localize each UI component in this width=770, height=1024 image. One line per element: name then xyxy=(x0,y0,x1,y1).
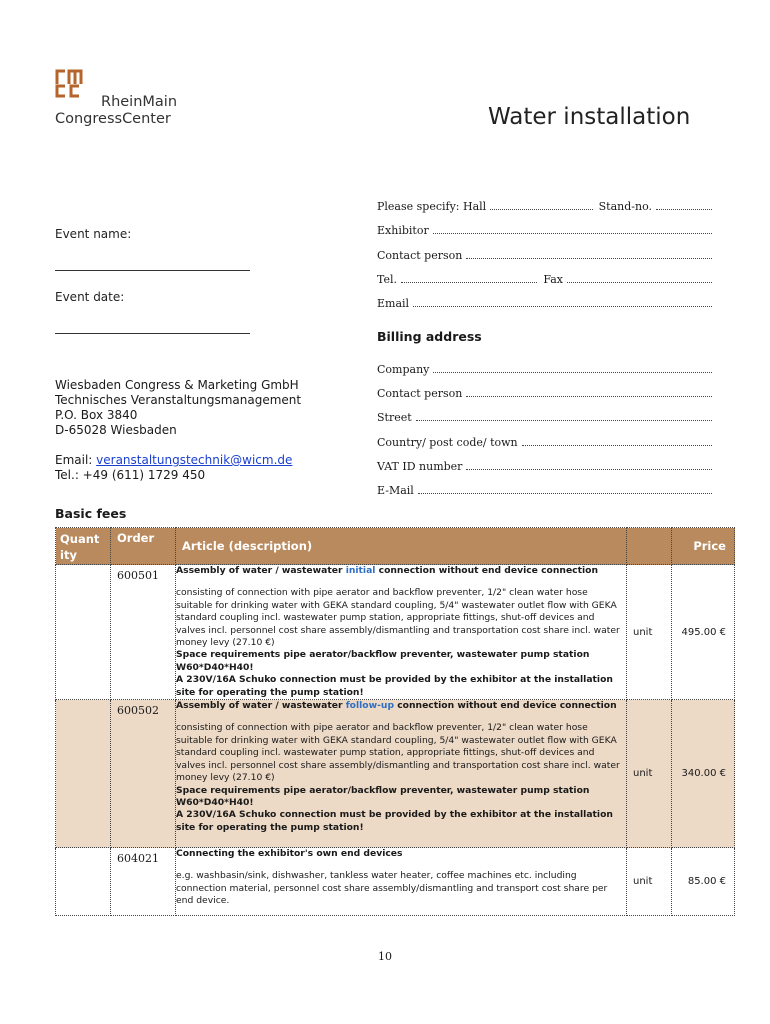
unit-cell: unit xyxy=(627,565,672,700)
exhibitor-field[interactable] xyxy=(433,233,712,234)
unit-cell: unit xyxy=(627,700,672,848)
email-link[interactable]: veranstaltungstechnik@wicm.de xyxy=(96,453,293,467)
vat-field[interactable] xyxy=(466,469,712,470)
billing-address-heading: Billing address xyxy=(377,329,482,344)
event-name-field[interactable] xyxy=(55,270,250,271)
stand-field[interactable] xyxy=(656,209,712,210)
article-header: Article (description) xyxy=(176,528,627,565)
fax-field[interactable] xyxy=(567,282,712,283)
address-line: D-65028 Wiesbaden xyxy=(55,423,177,437)
billing-contact-field[interactable] xyxy=(466,396,712,397)
article-description: Connecting the exhibitor's own end devices e.g. washbasin/sink, dishwasher, tankless water heater, coffee machines etc. including connection material, personnel cost share assembly/dismantling and transport cost share per end device. xyxy=(176,848,627,916)
contact-label: Contact person xyxy=(377,249,463,262)
page-title: Water installation xyxy=(488,104,691,130)
logo-line2: CongressCenter xyxy=(55,111,171,127)
company-label: Company xyxy=(377,363,430,376)
price-cell: 495.00 € xyxy=(672,565,735,700)
article-description: Assembly of water / wastewater follow-up connection without end device connection consisting of connection with pipe aerator and backflow preventer, 1/2" clean water hose suitable for drinking water with GEKA standard coupling, 5/4" wastewater outlet flow with GEKA standard coupling incl. wastewater pump station, appropriate fittings, shut-off devices and valves incl. personnel cost share assembly/dismantling and transportation cost share incl. water money levy (27.10 €) Space requirements pipe aerator/backflow preventer, wastewater pump station W60*D40*H40! A 230V/16A Schuko connection must be provided by the exhibitor at the installation site for operating the pump station! xyxy=(176,700,627,848)
quantity-header: Quant ity xyxy=(56,528,111,565)
fees-table xyxy=(55,527,735,916)
logo-line1: RheinMain xyxy=(101,94,178,110)
tel-label: Tel. xyxy=(377,273,398,286)
article-description: Assembly of water / wastewater initial connection without end device connection consisting of connection with pipe aerator and backflow preventer, 1/2" clean water hose suitable for drinking water with GEKA standard coupling, 5/4" wastewater outlet flow with GEKA standard coupling incl. wastewater pump station, appropriate fittings, shut-off devices and valves incl. personnel cost share assembly/dismantling and transportation cost share incl. water money levy (27.10 €) Space requirements pipe aerator/backflow preventer, wastewater pump station W60*D40*H40! A 230V/16A Schuko connection must be provided by the exhibitor at the installation site for operating the pump station! xyxy=(176,565,627,700)
country-label: Country/ post code/ town xyxy=(377,436,518,449)
billing-email-label: E-Mail xyxy=(377,484,414,497)
billing-contact-label: Contact person xyxy=(377,387,463,400)
billing-email-field[interactable] xyxy=(418,493,712,494)
country-field[interactable] xyxy=(522,445,712,446)
unit-header xyxy=(627,528,672,565)
page-number: 10 xyxy=(378,950,392,963)
order-number: 600502 xyxy=(111,700,176,848)
exhibitor-label: Exhibitor xyxy=(377,224,429,237)
order-number: 600501 xyxy=(111,565,176,700)
fax-label: Fax xyxy=(543,273,563,286)
event-date-label: Event date: xyxy=(55,290,125,304)
hall-field[interactable] xyxy=(490,209,592,210)
email-field[interactable] xyxy=(413,306,712,307)
table-row xyxy=(56,700,735,848)
table-row xyxy=(56,565,735,700)
price-cell: 340.00 € xyxy=(672,700,735,848)
order-header: Order xyxy=(111,528,176,565)
street-field[interactable] xyxy=(416,420,712,421)
organizer-address xyxy=(55,378,301,483)
table-row xyxy=(56,848,735,916)
email-label: Email xyxy=(377,297,410,310)
order-number: 604021 xyxy=(111,848,176,916)
price-cell: 85.00 € xyxy=(672,848,735,916)
price-header: Price xyxy=(672,528,735,565)
email-label: Email: xyxy=(55,453,97,467)
vat-label: VAT ID number xyxy=(377,460,463,473)
event-name-label: Event name: xyxy=(55,227,132,241)
tel-field[interactable] xyxy=(401,282,537,283)
logo-wordmark xyxy=(55,94,177,128)
address-line: P.O. Box 3840 xyxy=(55,408,138,422)
quantity-cell[interactable] xyxy=(56,700,111,848)
address-line: Wiesbaden Congress & Marketing GmbH xyxy=(55,378,299,392)
table-header-row xyxy=(56,528,735,565)
stand-label: Stand-no. xyxy=(598,200,652,213)
hall-label: Please specify: Hall xyxy=(377,200,487,213)
quantity-cell[interactable] xyxy=(56,565,111,700)
unit-cell: unit xyxy=(627,848,672,916)
company-field[interactable] xyxy=(433,372,712,373)
address-line: Technisches Veranstaltungsmanagement xyxy=(55,393,302,407)
basic-fees-heading: Basic fees xyxy=(55,506,127,521)
contact-field[interactable] xyxy=(466,258,712,259)
quantity-cell[interactable] xyxy=(56,848,111,916)
street-label: Street xyxy=(377,411,412,424)
phone-number: Tel.: +49 (611) 1729 450 xyxy=(55,468,206,482)
event-date-field[interactable] xyxy=(55,333,250,334)
